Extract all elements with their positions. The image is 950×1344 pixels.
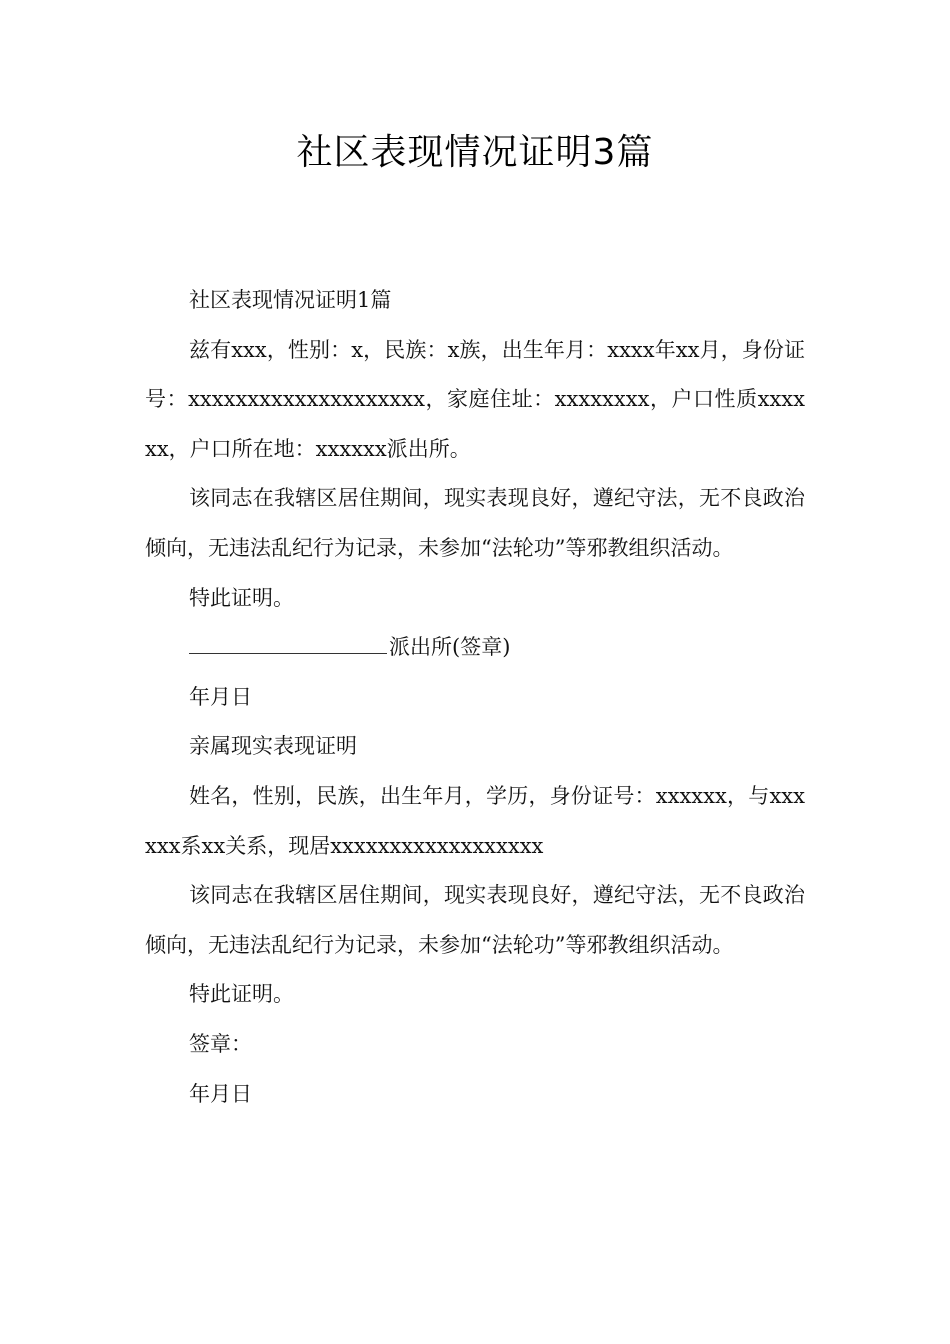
date-line-2: 年月日 <box>189 1081 252 1106</box>
section-2-title: 亲属现实表现证明 <box>189 734 357 759</box>
relative-info-paragraph: 姓名，性别，民族，出生年月，学历，身份证号：xxxxxx，与xxxxxx系xx关系，现居xxxxxxxxxxxxxxxxxx <box>145 783 805 858</box>
section-1-title: 社区表现情况证明1篇 <box>189 288 392 312</box>
certify-line-2: 特此证明。 <box>189 982 294 1007</box>
certify-line: 特此证明。 <box>189 585 294 610</box>
conduct-paragraph-2: 该同志在我辖区居住期间，现实表现良好，遵纪守法，无不良政治倾向，无违法乱纪行为记录，未参加“法轮功”等邪教组织活动。 <box>145 883 805 957</box>
police-seal-label: 派出所(签章) <box>389 635 511 660</box>
signature-label: 签章： <box>189 1031 252 1056</box>
police-seal-line <box>145 623 805 673</box>
conduct-paragraph: 该同志在我辖区居住期间，现实表现良好，遵纪守法，无不良政治倾向，无违法乱纪行为记录，未参加“法轮功”等邪教组织活动。 <box>145 486 805 560</box>
date-line-1: 年月日 <box>189 684 252 709</box>
signature-blank <box>189 635 387 654</box>
document-body <box>145 276 805 1119</box>
personal-info-paragraph: 兹有xxx，性别：x，民族：x族，出生年月：xxxx年xx月，身份证号：xxxxxxxxxxxxxxxxxxxx，家庭住址：xxxxxxxx，户口性质xxxxxx，户口所在地：xxxxxx派出所。 <box>145 337 805 461</box>
document-title: 社区表现情况证明3篇 <box>296 132 654 173</box>
